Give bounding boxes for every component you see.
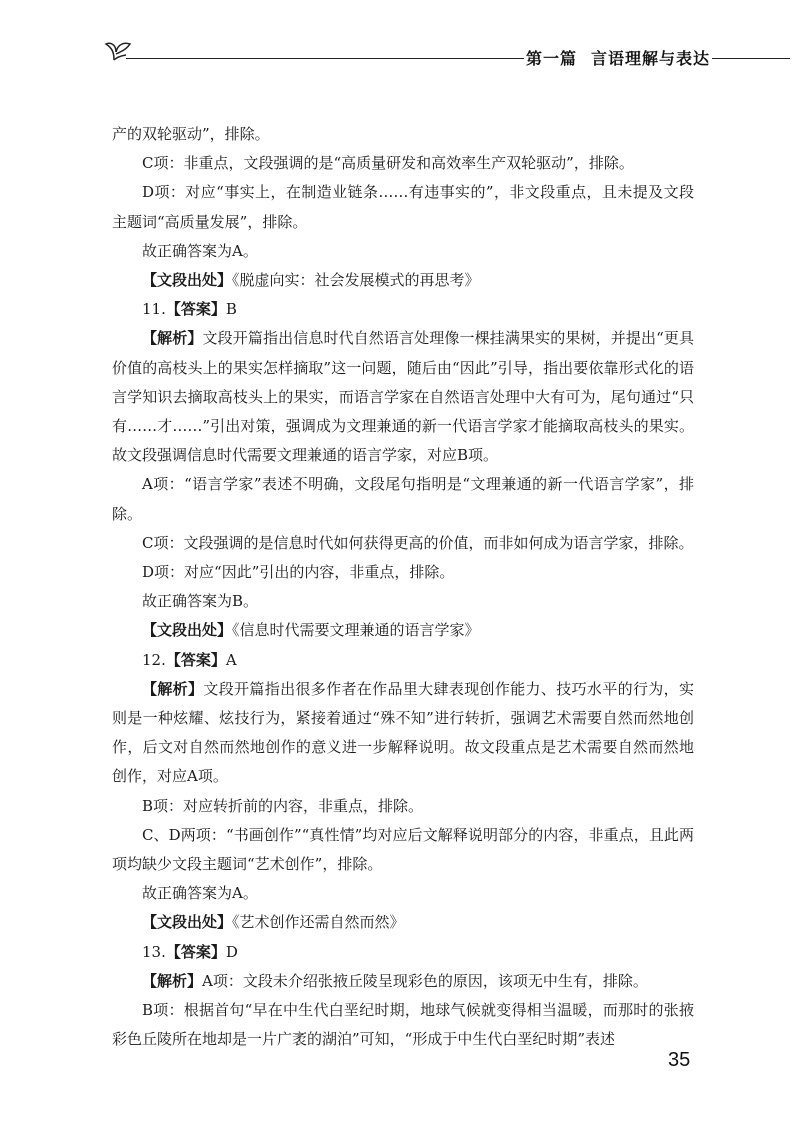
paragraph-text: C项：文段强调的是信息时代如何获得更高的价值，而非如何成为语言学家，排除。 <box>142 533 694 552</box>
paragraph-text: A项：文段未介绍张掖丘陵呈现彩色的原因，该项无中生有，排除。 <box>202 971 648 990</box>
header-section-title: 言语理解与表达 <box>591 49 711 68</box>
header-rule-left <box>126 58 524 59</box>
section-tag: 【答案】 <box>165 300 226 319</box>
paragraph <box>112 879 694 908</box>
paragraph <box>112 587 694 616</box>
paragraph <box>112 792 694 821</box>
paragraph-text: 文段开篇指出信息时代自然语言处理像一棵挂满果实的果树，并提出“更具价值的高枝头上的果实怎样摘取”这一问题，随后由“因此”引导，指出要依靠形式化的语言学知识去摘取高枝头上的果实，而语言学家在自然语言处理中大有可为，尾句通过“只有……才……”引出对策，强调成为文理兼通的新一代语言学家才能摘取高枝头的果实。故文段强调信息时代需要文理兼通的语言学家，对应B项。 <box>112 329 694 465</box>
paragraph-text: C、D两项：“书画创作”“真性情”均对应后文解释说明部分的内容，非重点，且此两项均缺少文段主题词“艺术创作”，排除。 <box>112 825 694 874</box>
paragraph <box>112 295 694 324</box>
header-rule-right <box>712 58 790 59</box>
paragraph-text: D <box>225 942 238 961</box>
paragraph-text: 《信息时代需要文理兼通的语言学家》 <box>232 621 480 640</box>
paragraph <box>112 558 694 587</box>
paragraph <box>112 996 694 1054</box>
paragraph <box>112 266 694 295</box>
paragraph-text: 《脱虚向实：社会发展模式的再思考》 <box>232 271 480 290</box>
paragraph-text: D项：对应“因此”引出的内容，非重点，排除。 <box>142 563 455 582</box>
section-tag: 【解析】 <box>142 679 204 698</box>
page-header <box>100 38 790 74</box>
paragraph <box>112 178 694 236</box>
paragraph-text: A项：“语言学家”表述不明确，文段尾句指明是“文理兼通的新一代语言学家”，排除。 <box>112 475 694 523</box>
sprout-icon <box>100 34 136 64</box>
section-tag: 【答案】 <box>165 650 226 669</box>
page-number: 35 <box>668 1049 691 1071</box>
paragraph-text: B <box>225 300 237 319</box>
paragraph-text: 故正确答案为B。 <box>142 592 259 611</box>
section-tag: 【解析】 <box>142 971 203 990</box>
section-tag: 【文段出处】 <box>142 913 233 932</box>
paragraph <box>112 675 694 792</box>
question-number: 11. <box>142 300 166 319</box>
section-tag: 【文段出处】 <box>142 621 233 640</box>
body-text <box>112 120 694 1055</box>
paragraph <box>112 821 694 879</box>
paragraph-text: 《艺术创作还需自然而然》 <box>232 913 405 932</box>
paragraph-text: 故正确答案为A。 <box>142 241 258 260</box>
question-number: 12. <box>142 650 166 669</box>
paragraph-text: C项：非重点，文段强调的是“高质量研发和高效率生产双轮驱动”，排除。 <box>142 154 634 173</box>
paragraph-text: 文段开篇指出很多作者在作品里大肆表现创作能力、技巧水平的行为，实则是一种炫耀、炫技行为，紧接着通过“殊不知”进行转折，强调艺术需要自然而然地创作，后文对自然而然地创作的意义进一步解释说明。故文段重点是艺术需要自然而然地创作，对应A项。 <box>112 679 694 786</box>
paragraph-text: B项：根据首句“早在中生代白垩纪时期，地球气候就变得相当温暖，而那时的张掖彩色丘陵所在地却是一片广袤的湖泊”可知，“形成于中生代白垩纪时期”表述 <box>112 1001 694 1049</box>
paragraph <box>112 967 694 996</box>
header-title <box>526 46 710 69</box>
paragraph-text: B项：对应转折前的内容，非重点，排除。 <box>142 796 424 815</box>
paragraph <box>112 646 694 675</box>
paragraph <box>112 237 694 266</box>
paragraph <box>112 120 694 149</box>
paragraph-text: A <box>225 650 237 669</box>
question-number: 13. <box>142 942 166 961</box>
header-part: 第一篇 <box>526 49 578 68</box>
paragraph <box>112 529 694 558</box>
paragraph-text: 产的双轮驱动”，排除。 <box>112 125 270 143</box>
paragraph <box>112 324 694 470</box>
paragraph <box>112 616 694 645</box>
paragraph-text: D项：对应“事实上，在制造业链条……有违事实的”，非文段重点，且未提及文段主题词“高质量发展”，排除。 <box>112 183 694 231</box>
section-tag: 【答案】 <box>165 942 226 961</box>
paragraph <box>112 149 694 178</box>
paragraph <box>112 938 694 967</box>
paragraph <box>112 470 694 528</box>
paragraph <box>112 908 694 937</box>
section-tag: 【解析】 <box>142 329 203 348</box>
paragraph-text: 故正确答案为A。 <box>142 884 258 903</box>
section-tag: 【文段出处】 <box>142 271 233 290</box>
